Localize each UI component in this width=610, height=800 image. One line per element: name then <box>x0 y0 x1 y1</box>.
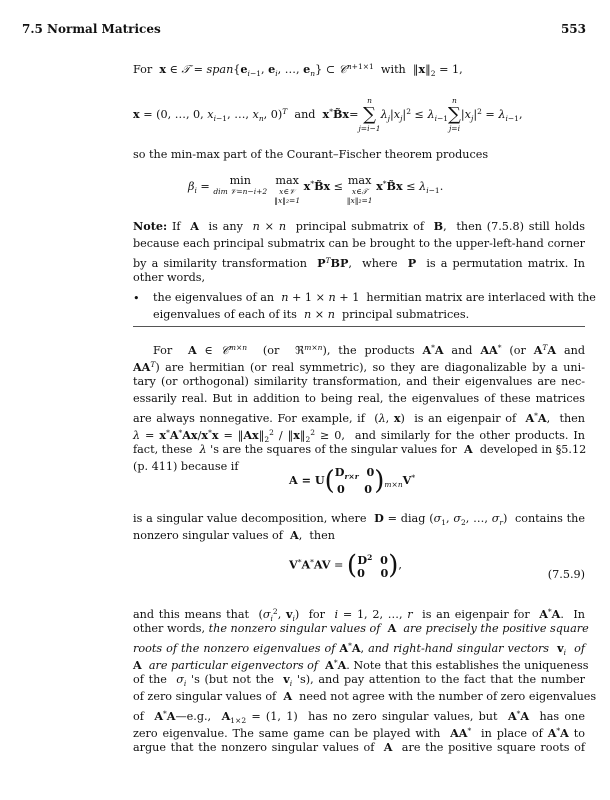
final-line-2: other words, the nonzero singular values of A are precisely the positive square <box>133 621 589 635</box>
note-line-3: by a similarity transformation $P^TBP$, where P is a permutation matrix. In <box>133 256 586 270</box>
para-line-8: (p. 411) because if <box>133 460 239 473</box>
text-line-1: For x ∈ 𝒯 = $span\{e_{i-1}$, $e_i$, …, $e_n$} ⊂ 𝒞$^{n+1\times 1}$ with $‖x‖_2 = 1$, <box>133 62 463 78</box>
equation-beta-bound: $\beta_i = \min$ dim 𝒱=n−i+2 max x∈𝒱 ‖x‖₂=1 x*B̃x ≤ max x∈𝒯 ‖x‖₂=1 x*B̃x ≤ $\lambda_{i-1}$. <box>188 174 444 205</box>
section-divider <box>133 326 585 327</box>
para-line-1: For A ∈ 𝒞$^{m\times n}$ (or ℜ$^{m\times n}$), the products A*A and AA* (or $A^TA$ and <box>153 343 585 357</box>
note-line-2: because each principal submatrix can be brought to the upper-left-hand corner <box>133 237 585 250</box>
para-line-2: $AA^T$) are hermitian (or real symmetric), so they are diagonalizable by a uni- <box>133 360 585 374</box>
note-line-4: other words, <box>133 271 206 284</box>
bullet-line-1: the eigenvalues of an n + 1 × n + 1 hermitian matrix are interlaced with the <box>153 291 596 304</box>
equation-x-expansion: x = (0, …, 0, $x_{i-1}$, …, $x_n$, 0)$^T$ and x*B̃x= n ∑ j=i−1 $\lambda_j|x_j|^2 \le \lambda_{i-1}$ n ∑ j=i $|x_j|^2 = \lambda_{i-1}$, <box>133 96 523 133</box>
bullet-line-2: eigenvalues of each of its n × n principal submatrices. <box>153 308 470 321</box>
page-body <box>133 0 597 800</box>
para-line-10: nonzero singular values of A, then <box>133 528 335 542</box>
page-number: 553 <box>560 22 586 36</box>
equation-svd: $A = U(D_{r\times r}$ 0 0 $0)_{m\times n}V^*$ <box>289 465 416 496</box>
equation-number: (7.5.9) <box>547 568 585 581</box>
final-line-4: A are particular eigenvectors of A*A. Note that this establishes the uniqueness <box>133 658 589 672</box>
final-line-9: argue that the nonzero singular values of A are the positive square roots of <box>133 740 586 754</box>
para-line-9: is a singular value decomposition, where D = diag ($\sigma_1$, $\sigma_2$, …, $\sigma_r$) contains the <box>133 511 585 527</box>
note-line-1: Note: If A is any n × n principal submatrix of B, then (7.5.8) still holds <box>133 219 586 233</box>
final-line-3: roots of the nonzero eigenvalues of A*A, and right-hand singular vectors $v_i$ of <box>133 641 585 657</box>
equation-7-5-9: $V^*A^*AV = (D^2$ 0 0 0), <box>289 550 402 581</box>
final-line-7: of A*A—e.g., $A_{1\times 2} = (1$, 1) has no zero singular values, but A*A has one <box>133 709 585 725</box>
para-line-4: essarily real. But in addition to being real, the eigenvalues of these matrices <box>133 392 585 405</box>
final-line-1: and this means that ($\sigma_i^2$, $v_i$) for i = 1, 2, …, r is an eigenpair for A*A. In <box>133 607 585 623</box>
para-line-5: are always nonnegative. For example, if (λ, x) is an eigenpair of A*A, then <box>133 411 585 425</box>
para-line-7: fact, these λ 's are the squares of the singular values for A developed in §5.12 <box>133 442 587 456</box>
bullet-icon: • <box>133 292 140 305</box>
final-line-6: of zero singular values of A need not agree with the number of zero eigenvalues <box>133 689 597 703</box>
para-line-3: tary (or orthogonal) similarity transformation, and their eigenvalues are nec- <box>133 375 585 388</box>
final-line-5: of the $\sigma_i$ 's (but not the $v_i$ 's), and pay attention to the fact that the number <box>133 672 586 688</box>
para-line-6: $\lambda = x^*A^*Ax/x^*x = ‖Ax‖_2^2$ / $‖x‖_2^2 \ge 0$, and similarly for the other products. In <box>133 428 585 444</box>
text-line-3: so the min-max part of the Courant–Fischer theorem produces <box>133 148 489 161</box>
final-line-8: zero eigenvalue. The same game can be played with AA* in place of A*A to <box>133 726 585 740</box>
running-header-section: 7.5 Normal Matrices <box>22 22 161 36</box>
